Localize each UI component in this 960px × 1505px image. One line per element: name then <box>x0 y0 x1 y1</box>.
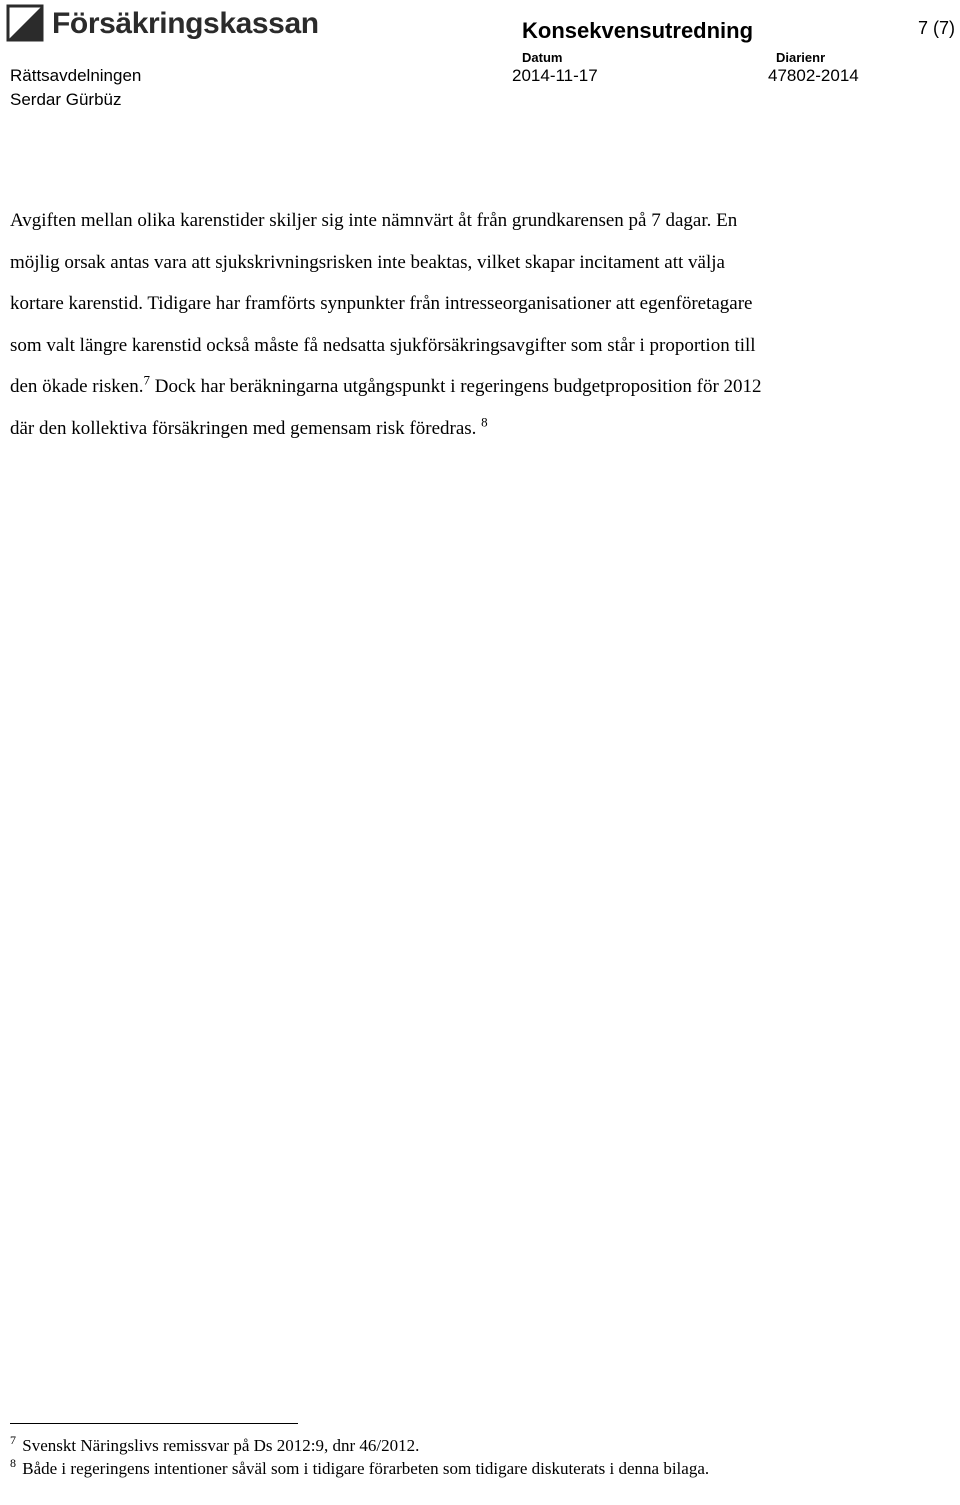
logo-wordmark: Försäkringskassan <box>52 7 319 40</box>
footnote-8 <box>10 1457 780 1480</box>
footnote-separator <box>10 1423 298 1424</box>
footnote-number: 7 <box>10 1433 16 1448</box>
footnote-text: Svenskt Näringslivs remissvar på Ds 2012:9, dnr 46/2012. <box>22 1436 420 1455</box>
logo <box>6 4 319 42</box>
diarienr-value: 47802-2014 <box>768 66 859 85</box>
diarienr-label: Diarienr <box>776 50 826 65</box>
document-title: Konsekvensutredning <box>522 18 754 43</box>
footnote-number: 8 <box>10 1456 16 1471</box>
footnotes <box>10 1434 780 1480</box>
department: Rättsavdelningen <box>10 66 142 85</box>
datum-label: Datum <box>522 50 563 65</box>
body-paragraph <box>10 200 770 449</box>
author: Serdar Gürbüz <box>10 90 122 109</box>
footnote-reference-8[interactable]: 8 <box>481 414 488 430</box>
footnote-text: Både i regeringens intentioner såväl som i tidigare förarbeten som tidigare diskuterats i denna bilaga. <box>22 1459 710 1478</box>
forsakringskassan-logo-icon <box>6 4 44 42</box>
document-date: 2014-11-17 <box>512 66 598 85</box>
body-text <box>10 200 770 449</box>
page-number: 7 (7) <box>918 18 956 38</box>
paragraph-text-part-1: Avgiften mellan olika karenstider skiljer sig inte nämnvärt åt från grundkarensen på 7 dagar. En möjlig orsak antas vara att sjukskrivningsrisken inte beaktas, vilket skapar incitament att välja kortare karenstid. Tidigare har framförts synpunkter från intresseorganisationer att egenföretagare som valt längre karenstid också måste få nedsatta sjukförsäkringsavgifter som står i proportion till den ökade risken. <box>10 210 756 397</box>
paragraph-text-part-2: Dock har beräkningarna utgångspunkt i regeringens budgetproposition för 2012 där den kollektiva försäkringen med gemensam risk föredras. <box>10 376 762 439</box>
footnote-reference-7[interactable]: 7 <box>143 372 150 388</box>
footnote-7 <box>10 1434 780 1457</box>
